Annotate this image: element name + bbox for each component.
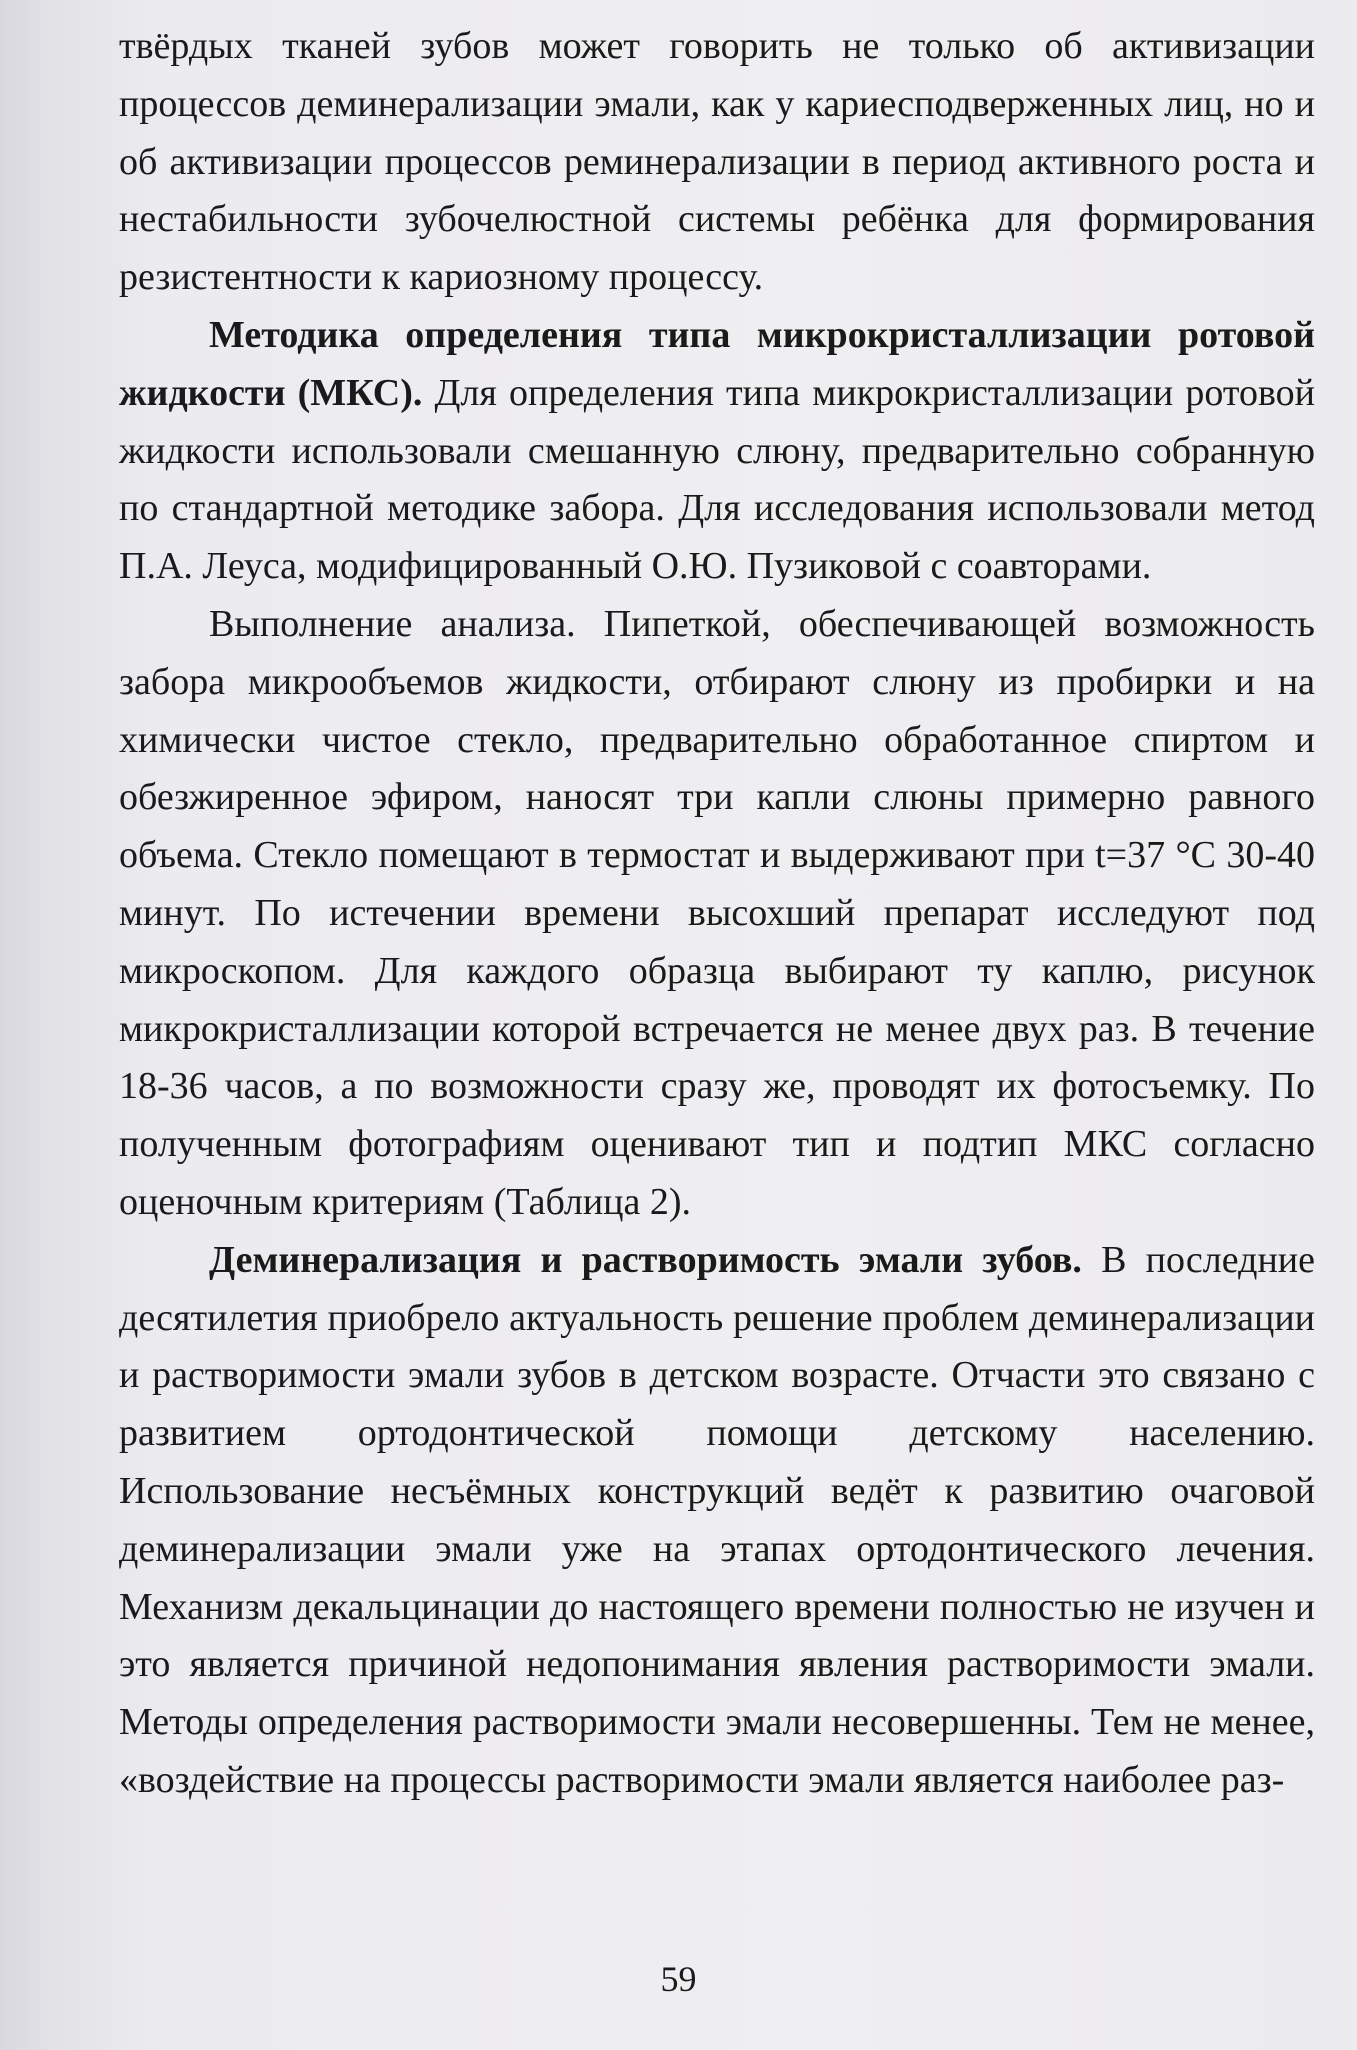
page-number: 59: [660, 1959, 697, 1999]
paragraph-3: [119, 596, 1315, 1232]
section-heading-demineralization: Деминерализация и растворимость эмали зубов.: [209, 1238, 1082, 1281]
paragraph-2: [119, 307, 1315, 596]
section-heading-mks-method: Методика определения типа микрокристаллизации ротовой жидкости (МКС).: [119, 313, 1315, 414]
text-body: [119, 18, 1315, 1810]
paragraph-text: Выполнение анализа. Пипеткой, обеспечивающей возможность забора микрообъемов жидкости, отбирают слюну из пробирки и на химически чистое стекло, предварительно обработанное спиртом и обезжиренное эфиром, наносят три капли слюны примерно равного объема. Стекло помещают в термостат и выдерживают при t=37 °С 30-40 минут. По истечении времени высохший препарат исследуют под микроскопом. Для каждого образца выбирают ту каплю, рисунок микрокристаллизации которой встречается не менее двух раз. В течение 18-36 часов, а по возможности сразу же, проводят их фотосъемку. По полученным фотографиям оценивают тип и подтип МКС согласно оценочным критериям (Таблица 2).: [119, 602, 1315, 1223]
paragraph-text: твёрдых тканей зубов может говорить не только об активизации процессов деминерализации эмали, как у кариесподверженных лиц, но и об активизации процессов реминерализации в период активного роста и нестабильности зубочелюстной системы ребёнка для формирования резистентности к кариозному процессу.: [119, 25, 1315, 299]
paragraph-text: Для определения типа микрокристаллизации ротовой жидкости использовали смешанную слюну, предварительно собранную по стандартной методике забора. Для исследования использовали метод П.А. Леуса, модифицированный О.Ю. Пузиковой с соавторами.: [119, 371, 1315, 588]
paragraph-text: В последние десятилетия приобрело актуальность решение проблем деминерализации и растворимости эмали зубов в детском возрасте. Отчасти это связано с развитием ортодонтической помощи детскому населению. Использование несъёмных конструкций ведёт к развитию очаговой деминерализации эмали уже на этапах ортодонтического лечения. Механизм декальцинации до настоящего времени полностью не изучен и это является причиной недопонимания явления растворимости эмали. Методы определения растворимости эмали несовершенны. Тем не менее, «воздействие на процессы растворимости эмали является наиболее раз-: [119, 1238, 1315, 1801]
paragraph-1: [119, 18, 1315, 307]
paragraph-4: [119, 1232, 1315, 1810]
